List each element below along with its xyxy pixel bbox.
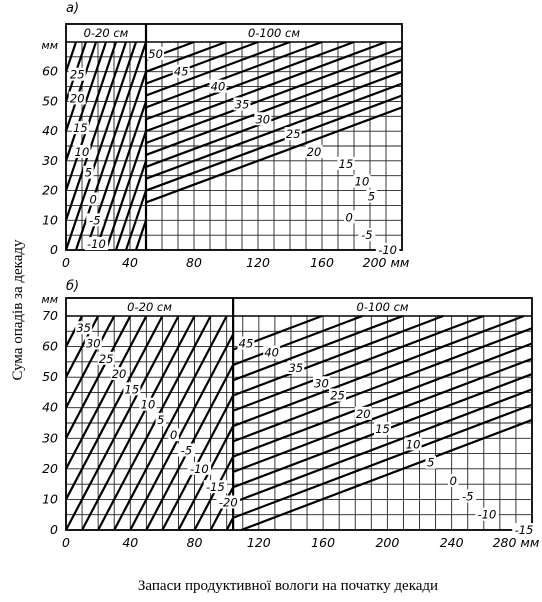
x-axis-title: Запаси продуктивної вологи на початку декади: [137, 578, 439, 594]
y-tick-label: 20: [42, 182, 58, 198]
y-tick-label: 10: [42, 491, 58, 507]
isoline-label-left: 10: [74, 144, 90, 159]
isoline-label-left: 0: [169, 428, 178, 443]
y-tick-label: 30: [42, 152, 58, 168]
y-tick-label: 0: [50, 522, 58, 537]
x-tick-label: 0: [62, 255, 70, 270]
isoline-label-right: 45: [173, 64, 189, 79]
panel-label: a): [66, 1, 80, 16]
isoline-label-right: 25: [285, 127, 301, 142]
y-tick-label: 40: [42, 123, 58, 139]
isoline-label-right: 20: [355, 406, 371, 421]
isoline-label-right: 40: [264, 345, 280, 360]
panel-label: б): [66, 279, 80, 294]
y-tick-label: 40: [42, 399, 58, 415]
isoline-label-right: -15: [514, 523, 534, 537]
isoline-label-right: 20: [306, 144, 322, 159]
isoline-label-left: 15: [73, 121, 88, 136]
y-tick-label: 10: [42, 212, 58, 228]
isoline-label-left: 10: [140, 397, 156, 412]
isoline-right: [233, 389, 532, 502]
x-tick-label: 160: [311, 535, 336, 550]
y-unit-label: мм: [41, 293, 58, 306]
isoline-label-right: 35: [234, 97, 250, 112]
isoline-right: [233, 359, 532, 472]
y-tick-label: 20: [42, 460, 58, 476]
isoline-label-left: 20: [111, 367, 127, 382]
isoline-label-right: 0: [345, 210, 353, 225]
isoline-label-right: 10: [354, 174, 370, 189]
isoline-label-left: -5: [180, 443, 193, 458]
panel-a-chart: [41, 1, 409, 270]
x-tick-label: 0: [62, 535, 70, 550]
x-tick-label: 280 мм: [492, 535, 540, 550]
isoline-label-right: -10: [378, 243, 397, 257]
isoline-label-right: 45: [238, 336, 254, 351]
x-tick-label: 80: [186, 535, 203, 550]
isoline-label-right: 35: [288, 360, 304, 375]
isoline-label-right: -10: [477, 507, 497, 522]
layer-label: 0-100 см: [247, 26, 301, 40]
isoline-label-right: 30: [314, 376, 329, 391]
isoline-label-left: 20: [69, 91, 85, 106]
isoline-right: [233, 316, 483, 411]
y-tick-label: 60: [42, 338, 58, 354]
isoline-label-left: 5: [157, 412, 165, 427]
x-tick-label: 200: [375, 535, 400, 550]
y-tick-label: 70: [42, 308, 58, 323]
isoline-label-left: 5: [84, 165, 93, 180]
isoline-label-left: 35: [76, 321, 91, 336]
isoline-label-left: 15: [124, 382, 140, 397]
isoline-label-right: 30: [255, 112, 271, 127]
layer-label: 0-20 см: [83, 26, 129, 40]
x-tick-label: 40: [122, 255, 138, 270]
y-tick-label: 0: [50, 242, 58, 257]
panel-b-chart: [41, 279, 539, 550]
isoline-label-left: 25: [98, 351, 114, 366]
isoline-label-right: 0: [449, 474, 457, 489]
y-tick-label: 60: [42, 63, 58, 79]
isoline-label-right: 25: [330, 388, 345, 403]
y-axis-title: Сума опадів за декаду: [10, 239, 26, 381]
isoline-label-right: -5: [461, 489, 474, 504]
isoline-label-right: 5: [427, 455, 435, 470]
isoline-label-right: 15: [375, 422, 390, 437]
y-tick-label: 50: [42, 369, 58, 385]
isoline-label-right: 10: [405, 437, 421, 452]
layer-label: 0-20 см: [127, 300, 172, 314]
isoline-label-left: 25: [69, 67, 85, 82]
isoline-label-left: -5: [89, 213, 101, 228]
isoline-right: [233, 344, 532, 457]
x-tick-label: 80: [186, 255, 202, 270]
isoline-label-right: 40: [210, 79, 226, 94]
isoline-label-right: 15: [338, 156, 354, 171]
x-tick-label: 40: [122, 535, 139, 550]
isoline-label-left: -10: [189, 461, 209, 476]
isoline-label-right: 50: [148, 46, 163, 61]
isoline-label-right: -5: [361, 228, 373, 243]
isoline-label-left: -15: [206, 480, 225, 495]
x-tick-label: 120: [246, 255, 270, 270]
y-tick-label: 30: [42, 430, 58, 446]
x-tick-label: 240: [439, 535, 464, 550]
x-tick-label: 200 мм: [362, 255, 410, 270]
isoline-label-left: 0: [89, 192, 97, 207]
isoline-label-right: 5: [367, 189, 376, 204]
y-tick-label: 50: [42, 93, 58, 109]
layer-label: 0-100 см: [356, 300, 409, 314]
x-tick-label: 120: [246, 535, 271, 550]
isoline-label-left: 30: [85, 336, 101, 351]
y-unit-label: мм: [41, 39, 58, 52]
isoline-label-left: -10: [87, 237, 106, 252]
x-tick-label: 160: [310, 255, 334, 270]
isoline-label-left: -20: [218, 495, 238, 510]
